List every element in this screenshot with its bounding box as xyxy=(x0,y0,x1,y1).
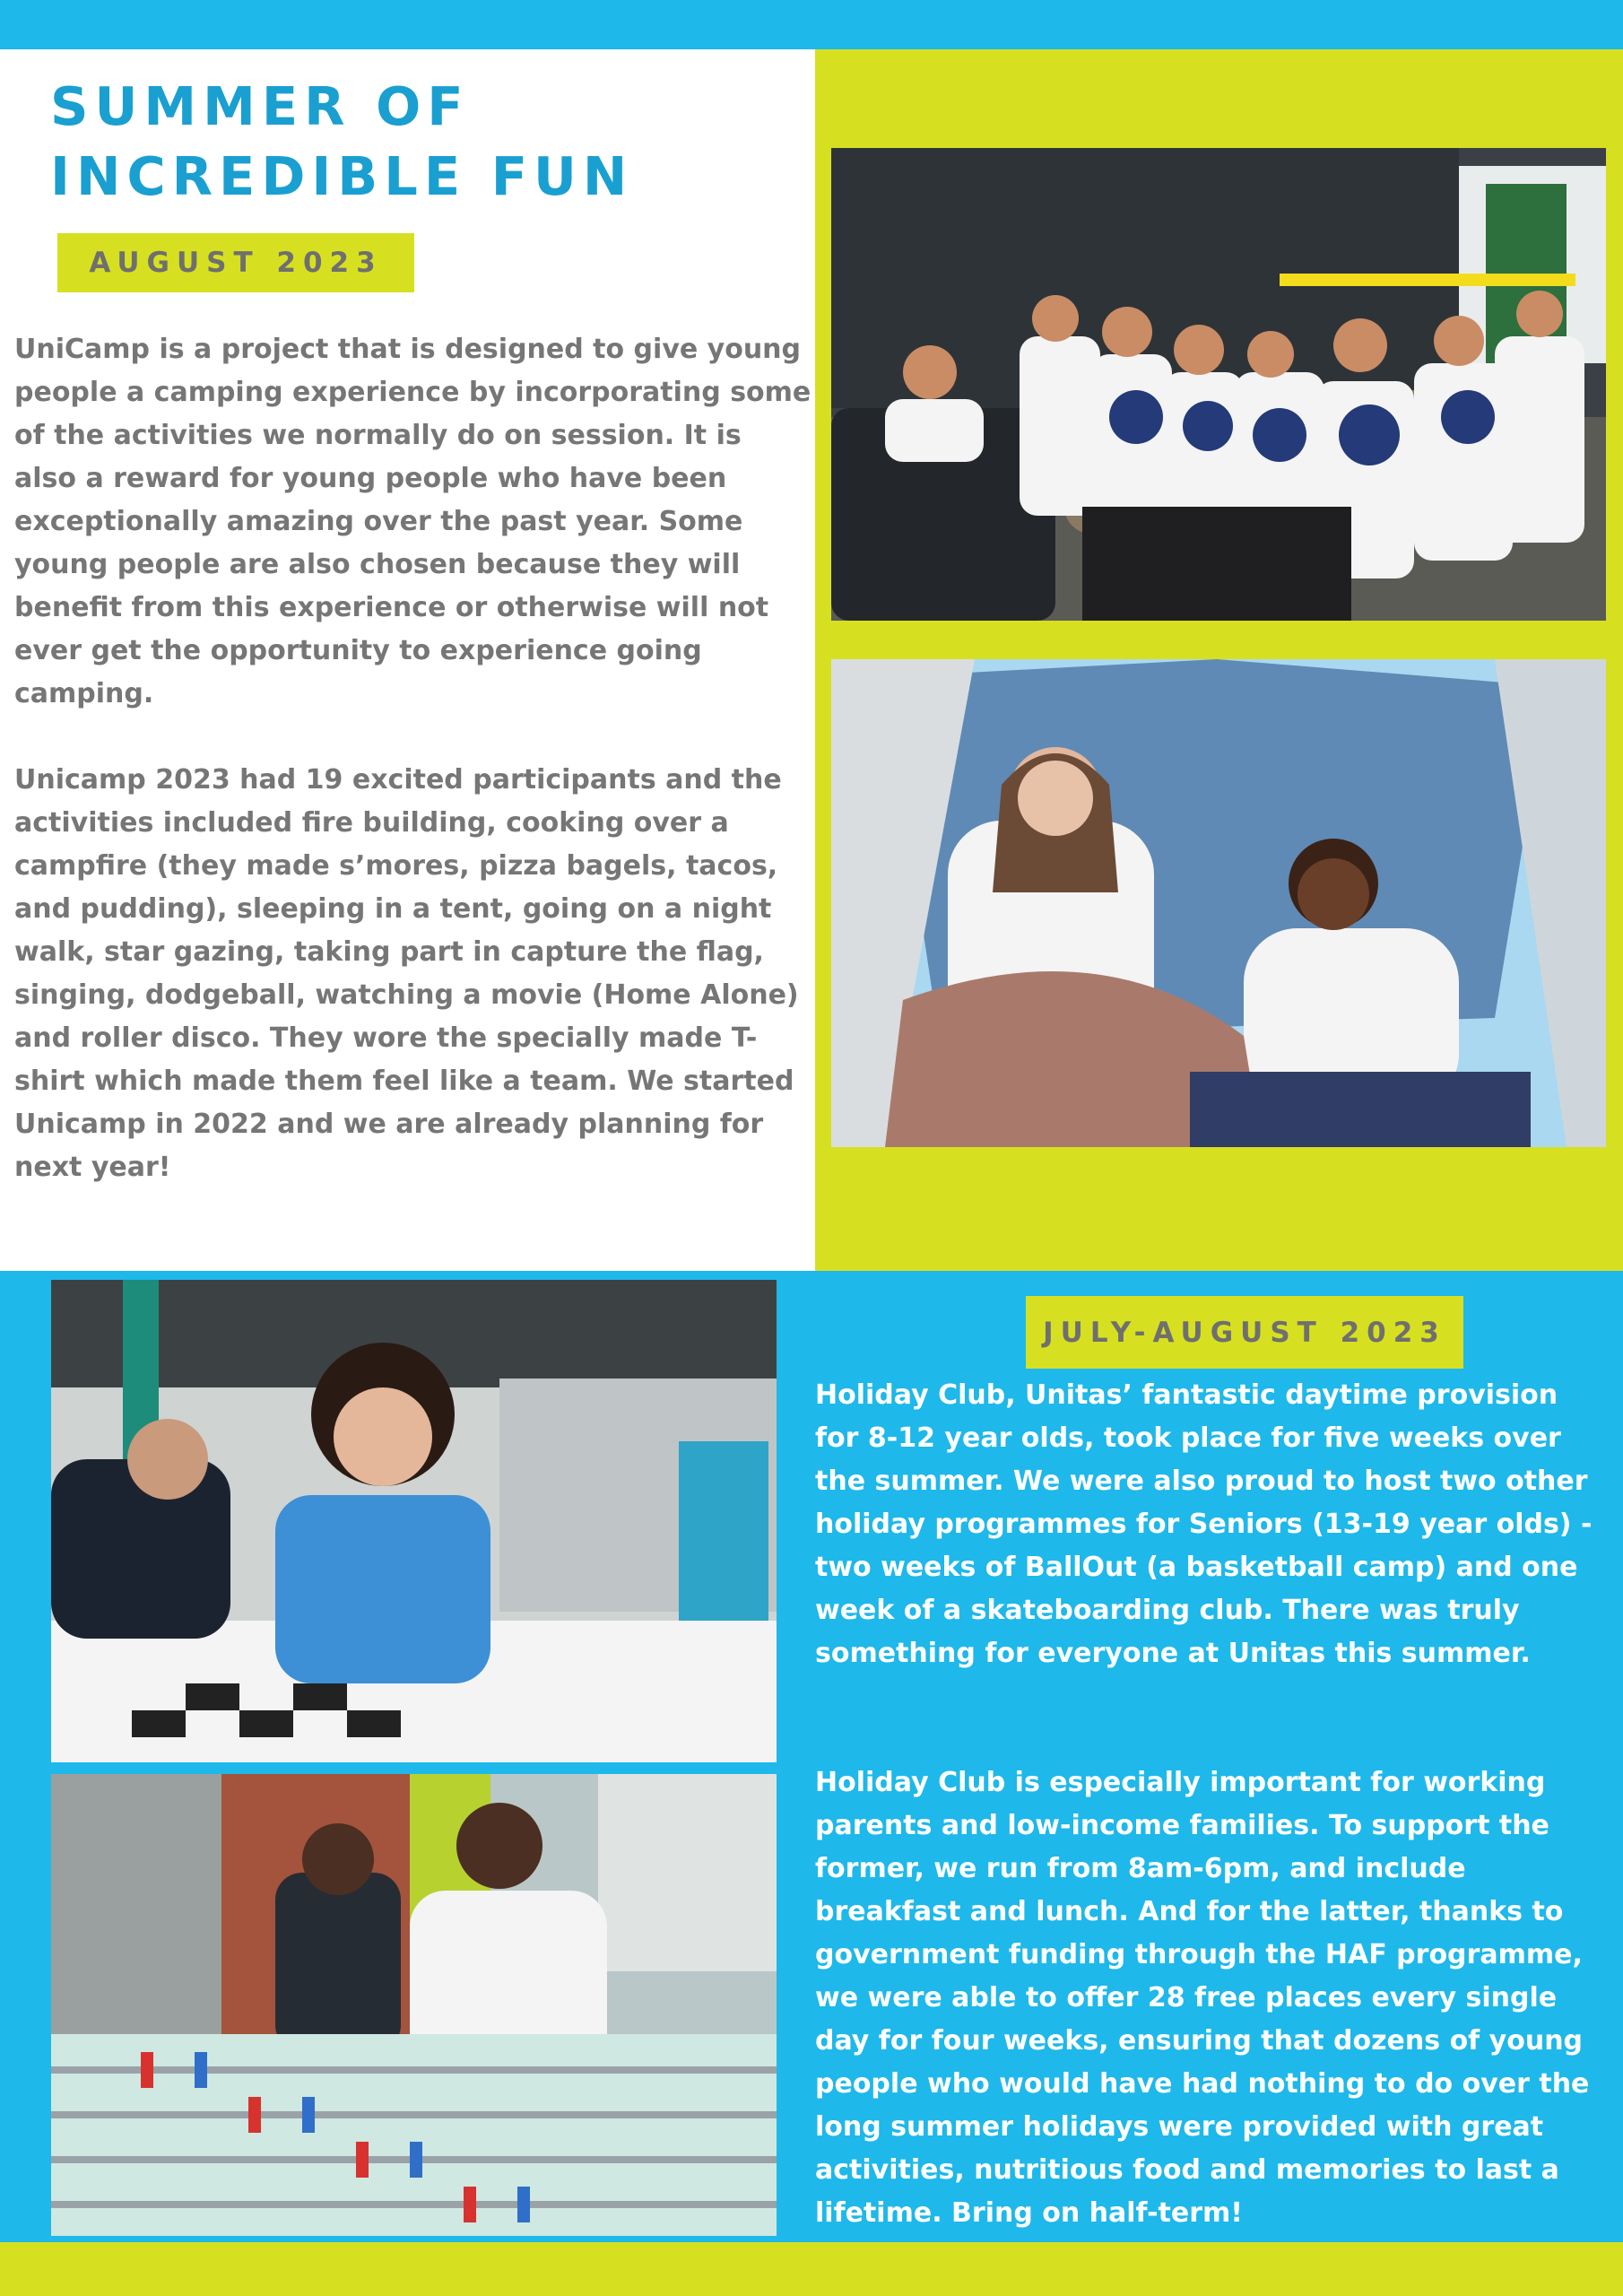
photo-foosball xyxy=(51,1774,777,2236)
bottom-color-bar xyxy=(0,2242,1623,2296)
unicamp-paragraph-2: Unicamp 2023 had 19 excited participants and the activities included fire building, cooking over a campfire (they made s’mores, pizza bagels, tacos, and pudding), sleeping in a tent, going on a night walk, star gazing, taking part in capture the flag, singing, dodgeball, watching a movie (Home Alone) and roller disco. They wore the specially made T-shirt which made them feel like a team. We started Unicamp in 2022 and we are already planning for next year! xyxy=(14,764,799,1183)
photo-unicamp-group xyxy=(831,148,1606,621)
date-badge-july-august-2023 xyxy=(1026,1296,1463,1369)
unicamp-paragraph-1: UniCamp is a project that is designed to give young people a camping experience by incorporating some of the activities we normally do on session. It is also a reward for young people who have been exceptionally amazing over the past year. Some young people are also chosen because they will benefit from this experience or otherwise will not ever get the opportunity to experience going camping. xyxy=(14,334,812,709)
date-badge-label: AUGUST 2023 xyxy=(89,247,383,279)
top-color-bar xyxy=(0,0,1623,49)
date-badge-label: JULY-AUGUST 2023 xyxy=(1043,1316,1446,1349)
holiday-club-paragraph-1: Holiday Club, Unitas’ fantastic daytime provision for 8-12 year olds, took place for five weeks over the summer. We were also proud to host two other holiday programmes for Seniors (13-19 year olds) - two weeks of BallOut (a basketball camp) and one week of a skateboarding club. There was truly something for everyone at Unitas this summer. xyxy=(815,1379,1593,1669)
holiday-club-paragraph-2: Holiday Club is especially important for working parents and low-income families. To support the former, we run from 8am-6pm, and include breakfast and lunch. And for the latter, thanks to government funding through the HAF programme, we were able to offer 28 free places every single day for four weeks, ensuring that dozens of young people who would have had nothing to do over the long summer holidays were provided with great activities, nutritious food and memories to last a lifetime. Bring on half-term! xyxy=(815,1767,1590,2229)
photo-tent xyxy=(831,659,1606,1147)
date-badge-august-2023 xyxy=(57,233,414,292)
photo-chess xyxy=(51,1280,777,1762)
page-title: SUMMER OF INCREDIBLE FUN xyxy=(50,75,634,207)
